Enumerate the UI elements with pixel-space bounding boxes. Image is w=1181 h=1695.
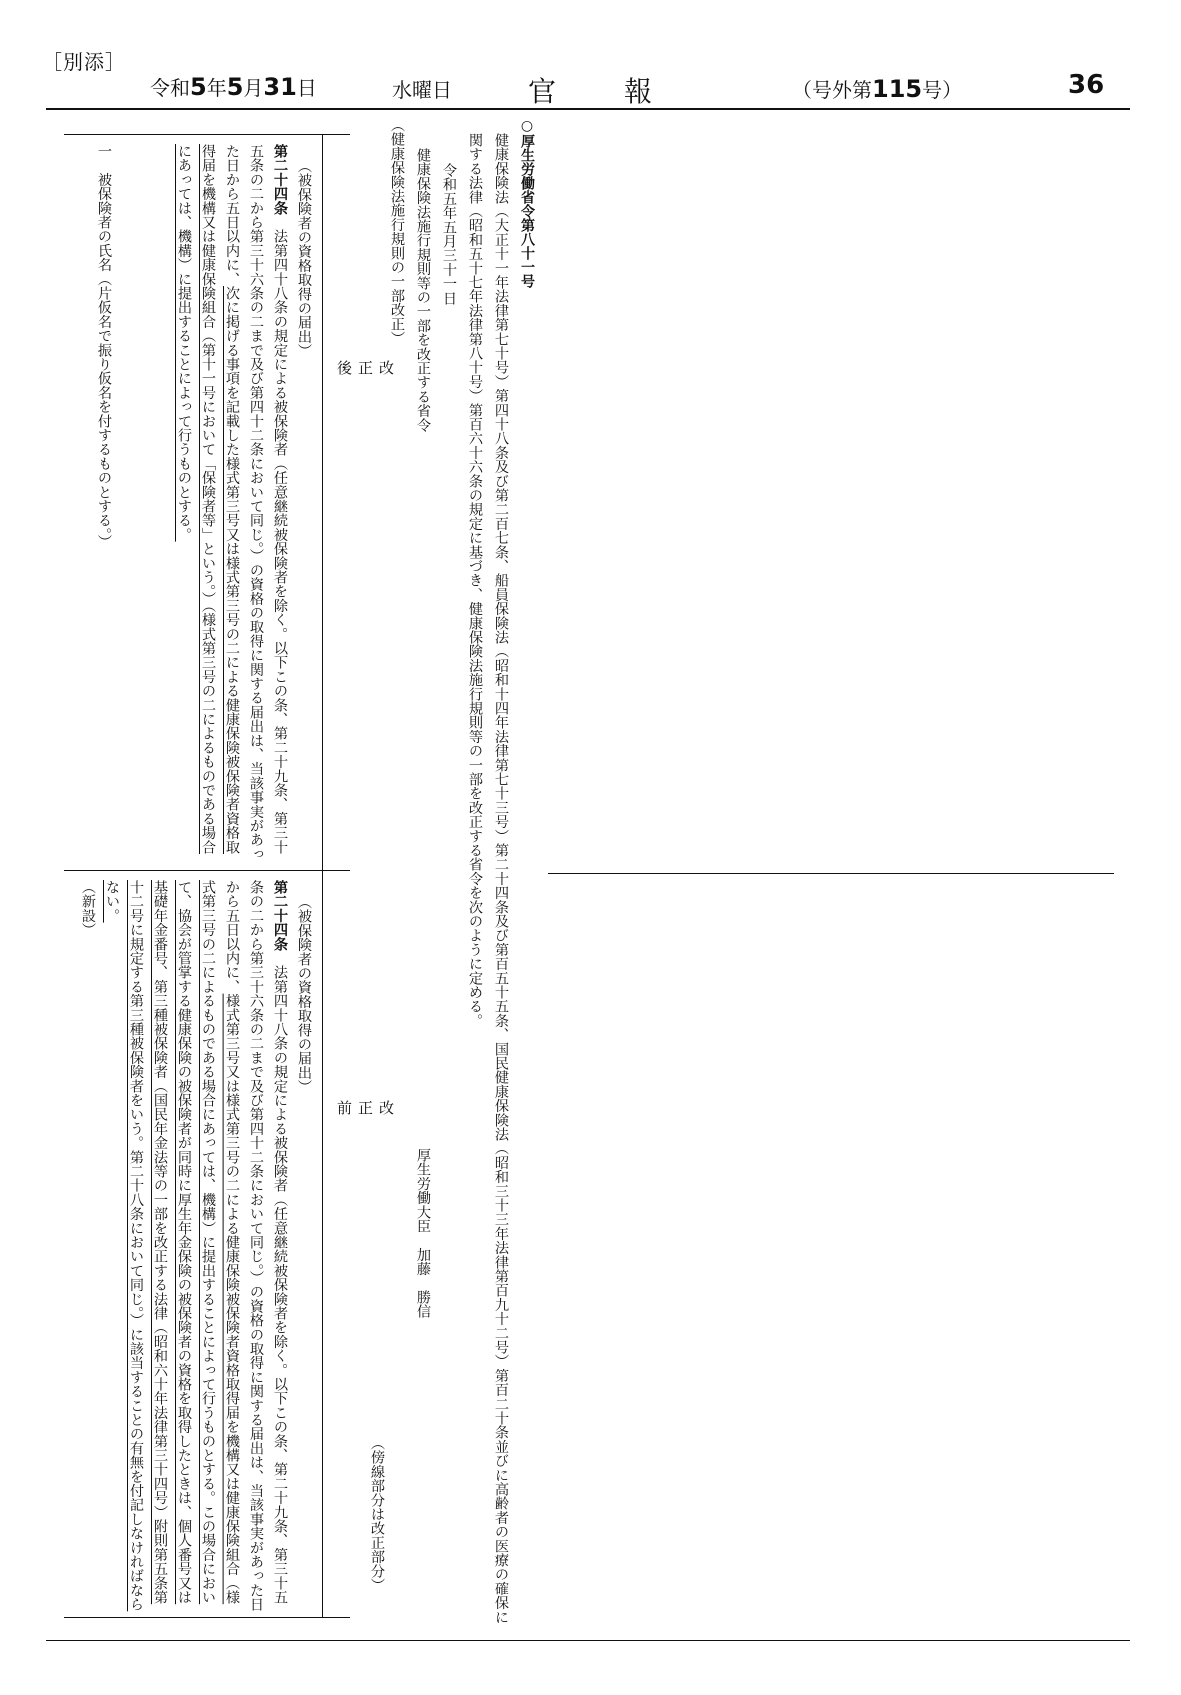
ordinance-title: ○厚生労働省令第八十一号	[519, 118, 535, 288]
page-number: 36	[1068, 70, 1105, 100]
table-label-column-border	[322, 134, 323, 1618]
table-top-border	[64, 134, 350, 135]
article-one	[382, 118, 384, 1628]
footer-rule	[46, 1640, 1130, 1641]
page-header	[46, 72, 1130, 108]
section-caption: （健康保険法施行規則の一部改正）	[389, 118, 405, 346]
before-item-one: （新設）	[80, 880, 96, 937]
table-row-divider	[64, 870, 350, 871]
after-item-one: 一 被保険者の氏名（片仮名で振り仮名を付するものとする。）	[96, 144, 112, 549]
before-article: 第二十四条 法第四十八条の規定による被保険者（任意継続被保険者を除く。以下この条、第二十九条、第三十五条の二から第三十六条の二まで及び第四十二条において同じ。）の資格の取得に関する届出は、当該事実があった日から五日以内に、様式第三号又は様式第三号の二による健康保険被保険者資格取得届を機構又は健康保険組合（様式第三号の二によるものである場合にあっては、機構）に提出することによって行うものとする。この場合において、協会が管掌する健康保険の被保険者が同時に厚生年金保険の被保険者の資格を取得したときは、個人番号又は基礎年金番号、第三種被保険者（国民年金法等の一部を改正する法律（昭和六十年法律第三十四号）附則第五条第十二号に規定する第三種被保険者をいう。第二十八条において同じ。）に該当することの有無を付記しなければならない。	[104, 880, 288, 1612]
issue-year: 5	[190, 73, 207, 101]
ordinance-date: 令和五年五月三十一日	[441, 163, 457, 305]
paper-name: 官	[528, 75, 557, 108]
label-before-amendment: 改 正 前	[335, 1100, 395, 1115]
ordinance-text	[382, 118, 540, 1628]
after-amendment-text	[70, 144, 316, 866]
before-amendment-text	[70, 880, 316, 1616]
label-after-amendment: 改 正 後	[335, 360, 395, 375]
issue-number: （号外第115号）	[792, 75, 963, 103]
issue-month: 5	[226, 73, 244, 101]
ordinance-preamble: 健康保険法（大正十一年法律第七十号）第四十八条及び第二百七条、船員保険法（昭和十四年法律第七十三号）第二十四条及び第百五十五条、国民健康保険法（昭和三十三年法律第百九十二号）第百二十条並びに高齢者の医療の確保に関する法律（昭和五十七年法律第八十号）第百六十六条の規定に基づき、健康保険法施行規則等の一部を改正する省令を次のように定める。	[467, 133, 509, 1624]
after-article: 第二十四条 法第四十八条の規定による被保険者（任意継続被保険者を除く。以下この条、第二十九条、第三十五条の二から第三十六条の二まで及び第四十二条において同じ。）の資格の取得に関する届出は、当該事実があった日から五日以内に、次に掲げる事項を記載した様式第三号又は様式第三号の二による健康保険被保険者資格取得届を機構又は健康保険組合（第十一号において「保険者等」という。）（様式第三号の二によるものである場合にあっては、機構）に提出することによって行うものとする。	[176, 144, 288, 862]
after-caption: （被保険者の資格取得の届出）	[296, 159, 312, 358]
issue-date: 令和5年5月31日	[150, 73, 317, 101]
before-caption: （被保険者の資格取得の届出）	[296, 895, 312, 1094]
header-rule	[46, 108, 1130, 110]
column-end-rule	[548, 873, 1114, 874]
issue-weekday: 水曜日	[392, 78, 452, 102]
table-bottom-border	[64, 1617, 350, 1618]
attachment-tag: ［別添］	[42, 50, 126, 74]
paper-name-second-char: 報	[624, 75, 653, 108]
minister-signature: 厚生労働大臣 加藤 勝信	[415, 1148, 431, 1319]
before-underlined-text: 様式第三号又は様式第三号の二による健康保険被保険者資格取得届を機構又は健康保険組合（様式第三号の二によるものである場合にあっては、機構）に提出することによって行うものとする。この場合において、協会が管掌する健康保険の被保険者が同時に厚生年金保険の被保険者の資格を取得したときは、個人番号又は基礎年金番号、第三種被保険者（国民年金法等の一部を改正する法律（昭和六十年法律第三十四号）附則第五条第十二号に規定する第三種被保険者をいう。第二十八条において同じ。）に該当することの有無を付記しなければならない。	[104, 880, 240, 1612]
after-underlined-text: 次に掲げる事項を記載した様式第三号又は様式第三号の二による健康保険被保険者資格取得届を機構又は健康保険組合（第十一号において「保険者等」という。）（様式第三号の二によるものである場合にあっては、機構）に提出することによって行うものとする。	[176, 144, 240, 854]
issue-day: 31	[263, 73, 297, 101]
ordinance-name: 健康保険法施行規則等の一部を改正する省令	[415, 148, 431, 432]
underline-note: （傍線部分は改正部分）	[369, 1436, 385, 1593]
